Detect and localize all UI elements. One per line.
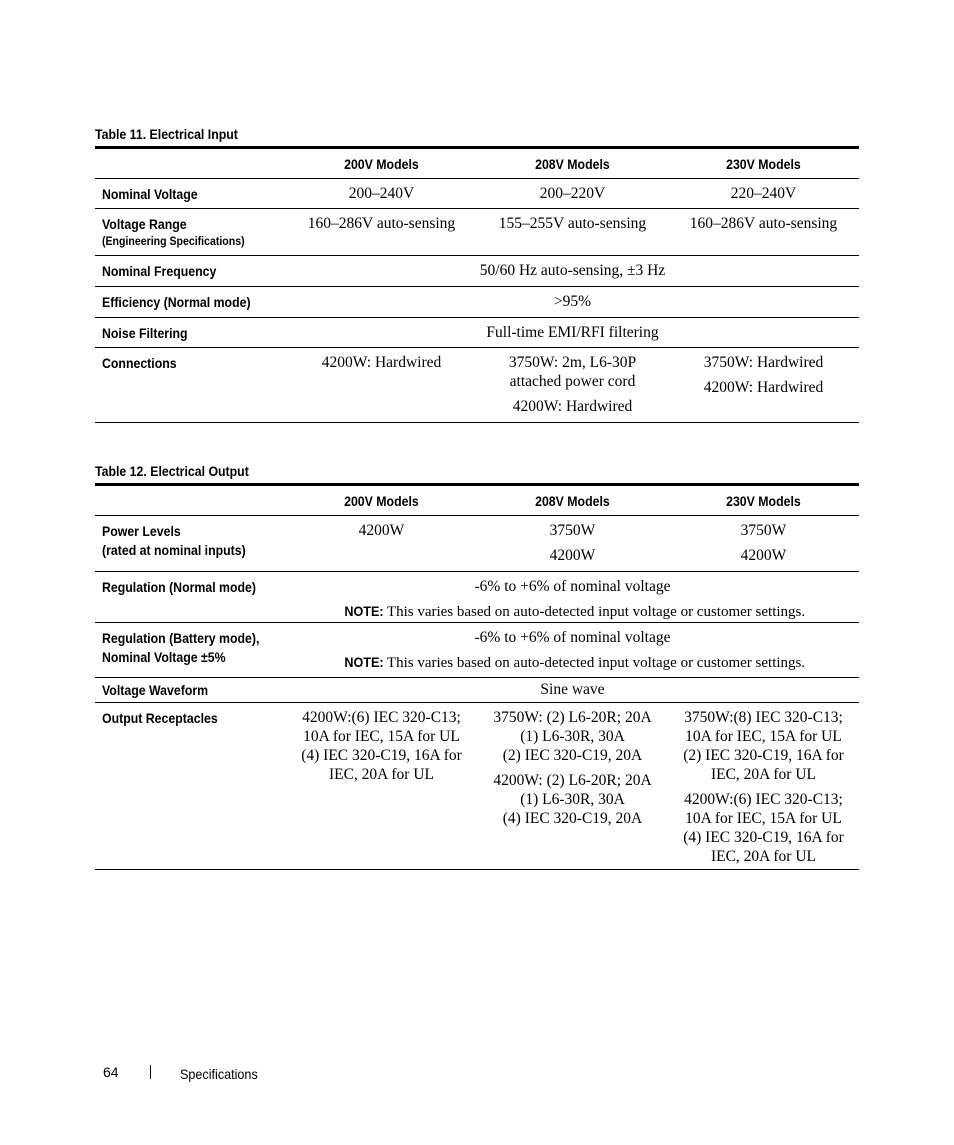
cell-all-models: 50/60 Hz auto-sensing, ±3 Hz <box>286 256 859 287</box>
receptacle-line: (4) IEC 320-C19, 16A for <box>683 829 844 846</box>
receptacle-line: 10A for IEC, 15A for UL <box>685 728 842 745</box>
cell-208v: 155–255V auto-sensing <box>477 209 668 256</box>
connection-3750w: 3750W: Hardwired <box>703 354 824 371</box>
receptacle-line: IEC, 20A for UL <box>710 848 817 865</box>
cell-200v <box>286 703 477 870</box>
receptacle-line: (2) IEC 320-C19, 20A <box>502 747 643 764</box>
header-208v: 208V Models <box>477 148 668 179</box>
cell-all-models: Full-time EMI/RFI filtering <box>286 318 859 348</box>
cell-208v <box>477 516 668 572</box>
receptacle-line: 3750W: (2) L6-20R; 20A <box>493 709 652 726</box>
header-208v: 208V Models <box>477 485 668 516</box>
row-label: Noise Filtering <box>95 318 286 348</box>
electrical-output-table <box>95 483 859 870</box>
connection-4200w: 4200W: Hardwired <box>512 398 633 415</box>
footer-divider <box>150 1065 151 1079</box>
receptacle-line: (4) IEC 320-C19, 16A for <box>301 747 462 764</box>
row-label: Power Levels (rated at nominal inputs) <box>95 516 286 572</box>
note-label: NOTE: <box>344 654 384 670</box>
row-label: Nominal Voltage <box>95 179 286 209</box>
cell-230v: 160–286V auto-sensing <box>668 209 859 256</box>
receptacle-line: (1) L6-30R, 30A <box>520 728 625 745</box>
cell-200v: 200–240V <box>286 179 477 209</box>
cell-200v: 160–286V auto-sensing <box>286 209 477 256</box>
note <box>286 653 859 673</box>
footer-section-title: Specifications <box>180 1066 258 1082</box>
table-header-row <box>95 148 859 179</box>
receptacle-line: 4200W:(6) IEC 320-C13; <box>684 791 843 808</box>
cell-all-models: Sine wave <box>286 678 859 703</box>
table-row-regulation-normal <box>95 572 859 623</box>
cell-all-models: >95% <box>286 287 859 318</box>
cell-200v: 4200W <box>286 516 477 572</box>
page-number: 64 <box>103 1064 119 1080</box>
cell-230v <box>668 348 859 423</box>
table-row-connections <box>95 348 859 423</box>
note-label: NOTE: <box>344 603 384 619</box>
receptacle-line: 4200W:(6) IEC 320-C13; <box>302 709 461 726</box>
note-text: This varies based on auto-detected input voltage or customer settings. <box>386 655 806 671</box>
cell-208v: 200–220V <box>477 179 668 209</box>
table-11-caption: Table 11. Electrical Input <box>95 126 238 142</box>
row-label: Nominal Frequency <box>95 256 286 287</box>
receptacle-line: 10A for IEC, 15A for UL <box>303 728 460 745</box>
receptacle-line: 3750W:(8) IEC 320-C13; <box>684 709 843 726</box>
cell-all-models <box>286 623 859 678</box>
cell-208v <box>477 703 668 870</box>
receptacle-line: 10A for IEC, 15A for UL <box>685 810 842 827</box>
receptacle-line: IEC, 20A for UL <box>710 766 817 783</box>
row-label: Regulation (Normal mode) <box>95 572 286 623</box>
row-label: Connections <box>95 348 286 423</box>
header-200v: 200V Models <box>286 485 477 516</box>
note-text: This varies based on auto-detected input voltage or customer settings. <box>386 604 806 620</box>
receptacle-line: IEC, 20A for UL <box>328 766 435 783</box>
table-row-voltage-range <box>95 209 859 256</box>
table-row-output-receptacles <box>95 703 859 870</box>
row-label: Regulation (Battery mode), Nominal Voltage ±5% <box>95 623 286 678</box>
receptacle-line: (1) L6-30R, 30A <box>520 791 625 808</box>
row-label: Efficiency (Normal mode) <box>95 287 286 318</box>
row-label: Voltage Range (Engineering Specifications) <box>95 209 286 256</box>
note <box>286 602 859 622</box>
cell-208v <box>477 348 668 423</box>
row-label: Output Receptacles <box>95 703 286 870</box>
row-sublabel: (Engineering Specifications) <box>102 234 245 248</box>
regulation-value: -6% to +6% of nominal voltage <box>474 578 671 595</box>
table-row-power-levels <box>95 516 859 572</box>
cell-all-models <box>286 572 859 623</box>
header-230v: 230V Models <box>668 485 859 516</box>
table-row-nominal-voltage <box>95 179 859 209</box>
cell-230v: 220–240V <box>668 179 859 209</box>
connection-4200w: 4200W: Hardwired <box>703 379 824 396</box>
electrical-input-table <box>95 146 859 423</box>
row-label: Voltage Waveform <box>95 678 286 703</box>
header-cell-empty <box>95 148 286 179</box>
receptacle-line: (4) IEC 320-C19, 20A <box>502 810 643 827</box>
header-cell-empty <box>95 485 286 516</box>
table-row-nominal-frequency <box>95 256 859 287</box>
cell-230v <box>668 516 859 572</box>
cell-200v: 4200W: Hardwired <box>286 348 477 423</box>
power-level-4200w: 4200W <box>740 547 787 564</box>
cell-230v <box>668 703 859 870</box>
receptacle-line: 4200W: (2) L6-20R; 20A <box>493 772 652 789</box>
regulation-value: -6% to +6% of nominal voltage <box>474 629 671 646</box>
header-230v: 230V Models <box>668 148 859 179</box>
power-level-3750w: 3750W <box>549 522 596 539</box>
table-row-voltage-waveform <box>95 678 859 703</box>
connection-3750w: 3750W: 2m, L6-30P attached power cord <box>508 354 637 390</box>
header-200v: 200V Models <box>286 148 477 179</box>
table-header-row <box>95 485 859 516</box>
power-level-4200w: 4200W <box>549 547 596 564</box>
table-row-regulation-battery <box>95 623 859 678</box>
table-row-efficiency <box>95 287 859 318</box>
power-level-3750w: 3750W <box>740 522 787 539</box>
table-row-noise-filtering <box>95 318 859 348</box>
receptacle-line: (2) IEC 320-C19, 16A for <box>683 747 844 764</box>
table-12-caption: Table 12. Electrical Output <box>95 463 249 479</box>
